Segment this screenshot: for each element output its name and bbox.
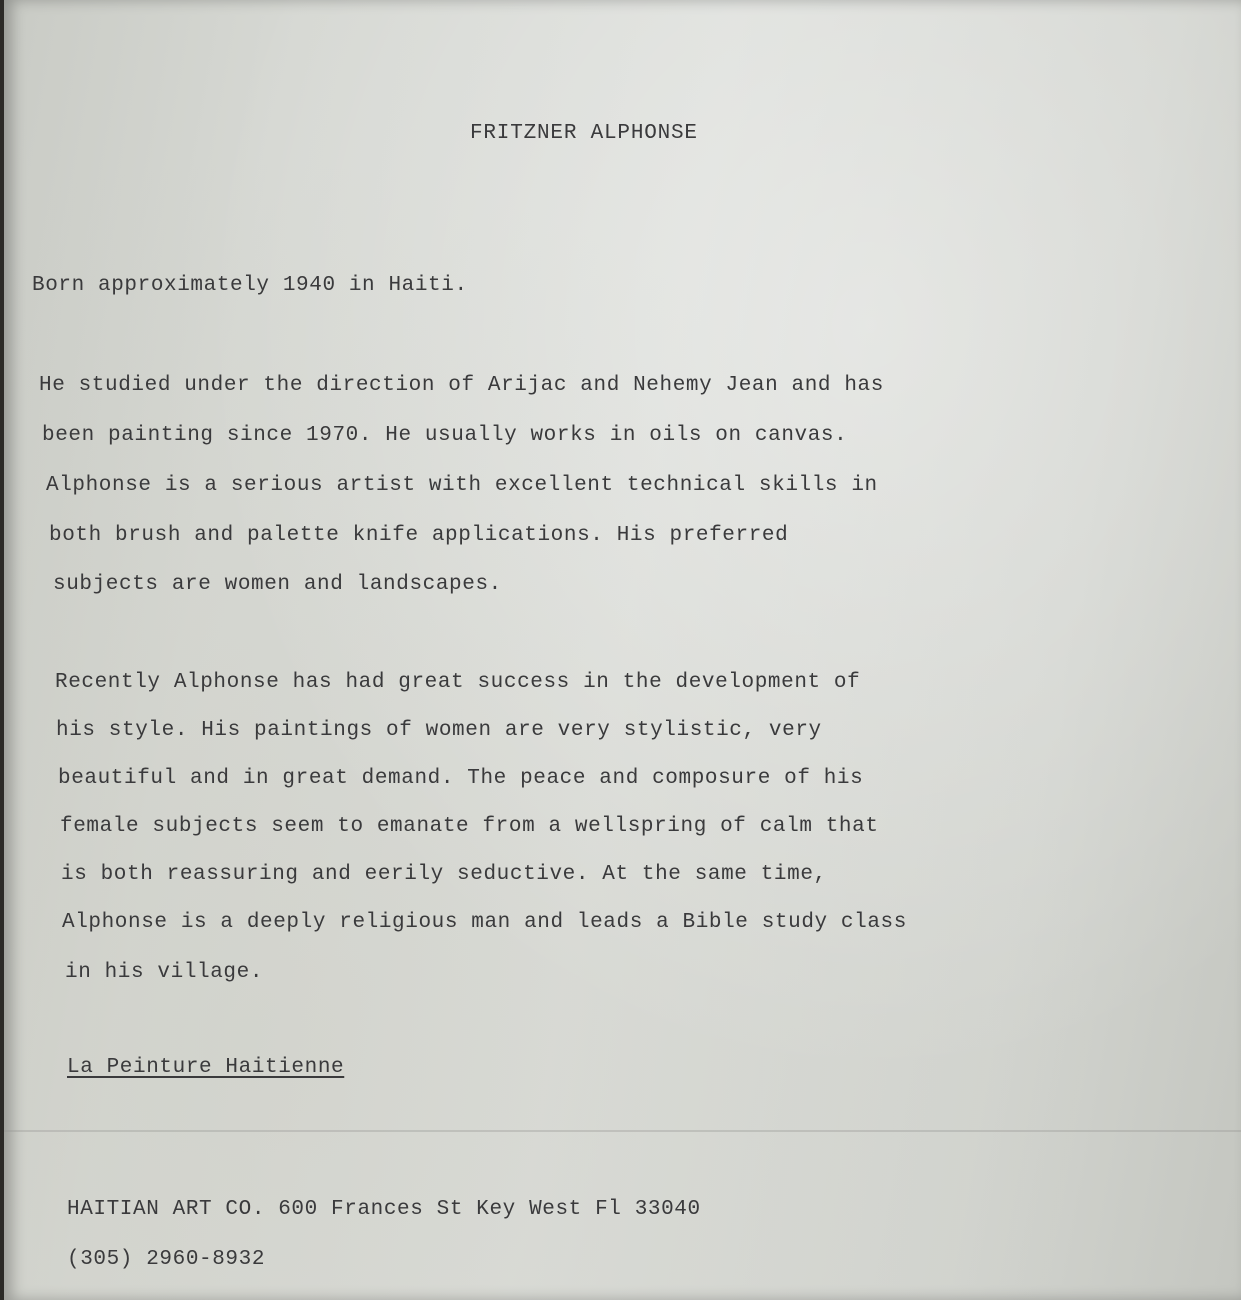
intro-line: Born approximately 1940 in Haiti. (32, 274, 468, 297)
footer-phone: (305) 2960-8932 (67, 1248, 266, 1271)
paragraph2-line-6: Alphonse is a deeply religious man and leads a Bible study class (62, 911, 907, 934)
paragraph1-line-2: been painting since 1970. He usually works in oils on canvas. (42, 424, 848, 447)
paragraph2-line-7: in his village. (65, 961, 264, 984)
document-title: FRITZNER ALPHONSE (470, 122, 698, 145)
paragraph1-line-4: both brush and palette knife applications. His preferred (49, 524, 789, 547)
paragraph1-line-5: subjects are women and landscapes. (53, 573, 502, 596)
footer-address: HAITIAN ART CO. 600 Frances St Key West Fl 33040 (67, 1198, 701, 1221)
paragraph2-line-3: beautiful and in great demand. The peace and composure of his (58, 767, 864, 790)
paragraph1-line-1: He studied under the direction of Arijac and Nehemy Jean and has (39, 374, 884, 397)
paragraph2-line-2: his style. His paintings of women are very stylistic, very (56, 719, 822, 742)
paragraph2-line-4: female subjects seem to emanate from a wellspring of calm that (60, 815, 879, 838)
paragraph2-line-5: is both reassuring and eerily seductive. At the same time, (61, 863, 827, 886)
paragraph1-line-3: Alphonse is a serious artist with excellent technical skills in (46, 474, 878, 497)
document-page (4, 0, 1241, 1300)
paper-fold (4, 1130, 1241, 1132)
paragraph2-line-1: Recently Alphonse has had great success in the development of (55, 671, 861, 694)
source-citation: La Peinture Haitienne (67, 1056, 345, 1079)
